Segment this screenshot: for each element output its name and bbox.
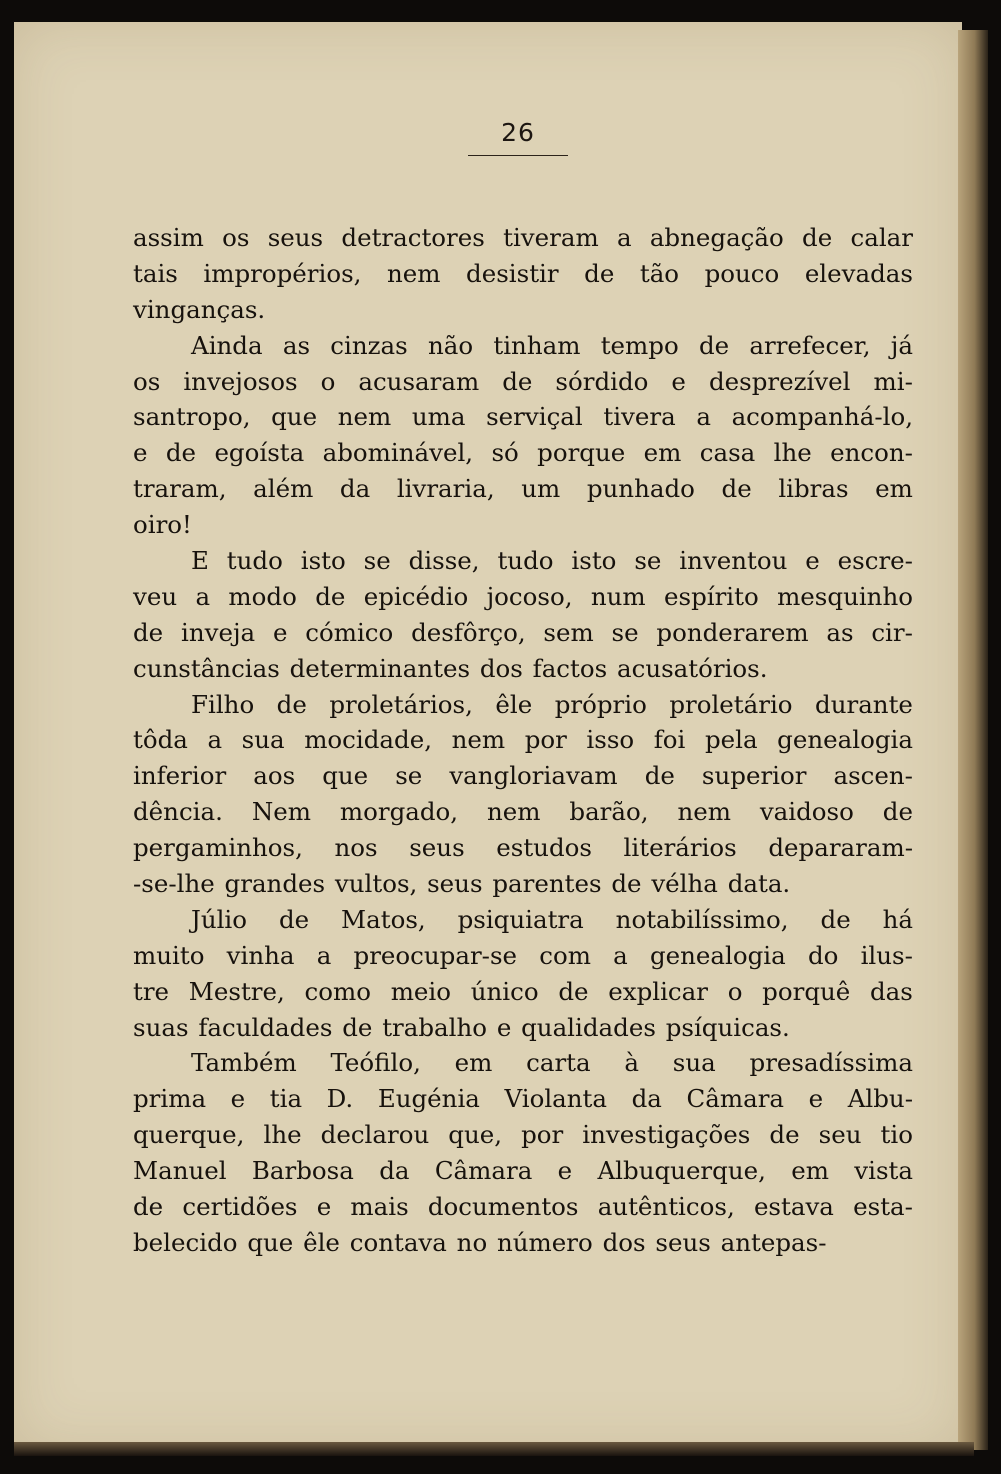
paragraph (133, 543, 913, 687)
page-number-rule (468, 155, 568, 156)
text-line: E tudo isto se disse, tudo isto se inventou e escre- (191, 546, 913, 576)
text-line: tre Mestre, como meio único de explicar o porquê das (133, 976, 913, 1006)
body-text (133, 220, 913, 1261)
paragraph (133, 687, 913, 902)
text-line: tais impropérios, nem desistir de tão pouco elevadas (133, 258, 913, 288)
text-line: Filho de proletários, êle próprio proletário durante (191, 689, 913, 719)
text-line: traram, além da livraria, um punhado de libras em (133, 474, 913, 504)
text-line: de certidões e mais documentos autênticos, estava esta- (133, 1192, 913, 1222)
text-line: e de egoísta abominável, só porque em casa lhe encon- (133, 438, 913, 468)
text-line: querque, lhe declarou que, por investigações de seu tio (133, 1120, 913, 1150)
text-line: dência. Nem morgado, nem barão, nem vaidoso de (133, 797, 913, 827)
text-line: Manuel Barbosa da Câmara e Albuquerque, em vista (133, 1156, 913, 1186)
text-line: Júlio de Matos, psiquiatra notabilíssimo, de há (191, 904, 913, 934)
text-line: inferior aos que se vangloriavam de superior ascen- (133, 761, 913, 791)
text-line: de inveja e cómico desfôrço, sem se ponderarem as cir- (133, 617, 913, 647)
text-line: prima e tia D. Eugénia Violanta da Câmara e Albu- (133, 1084, 913, 1114)
page-edge (958, 30, 988, 1450)
paragraph (133, 328, 913, 543)
text-line: suas faculdades de trabalho e qualidades psíquicas. (133, 1012, 790, 1042)
text-line: muito vinha a preocupar-se com a genealogia do ilus- (133, 940, 913, 970)
text-line: santropo, que nem uma serviçal tivera a acompanhá-lo, (133, 402, 913, 432)
text-line: -se-lhe grandes vultos, seus parentes de vélha data. (133, 869, 791, 899)
text-line: os invejosos o acusaram de sórdido e desprezível mi- (133, 366, 913, 396)
text-line: pergaminhos, nos seus estudos literários depararam- (133, 833, 913, 863)
paragraph (133, 220, 913, 328)
text-line: belecido que êle contava no número dos seus antepas- (133, 1227, 827, 1257)
paragraph (133, 902, 913, 1046)
text-line: vinganças. (133, 294, 266, 324)
text-line: oiro! (133, 510, 192, 540)
text-line: veu a modo de epicédio jocoso, num espírito mesquinho (133, 581, 913, 611)
text-line: Também Teófilo, em carta à sua presadíssima (191, 1048, 913, 1078)
page-bottom-shadow (14, 1442, 974, 1456)
page-number: 26 (501, 118, 535, 147)
text-line: assim os seus detractores tiveram a abnegação de calar (133, 223, 913, 252)
paragraph (133, 1045, 913, 1260)
text-line: cunstâncias determinantes dos factos acusatórios. (133, 653, 768, 683)
text-line: tôda a sua mocidade, nem por isso foi pela genealogia (133, 725, 913, 755)
text-line: Ainda as cinzas não tinham tempo de arrefecer, já (191, 330, 913, 360)
